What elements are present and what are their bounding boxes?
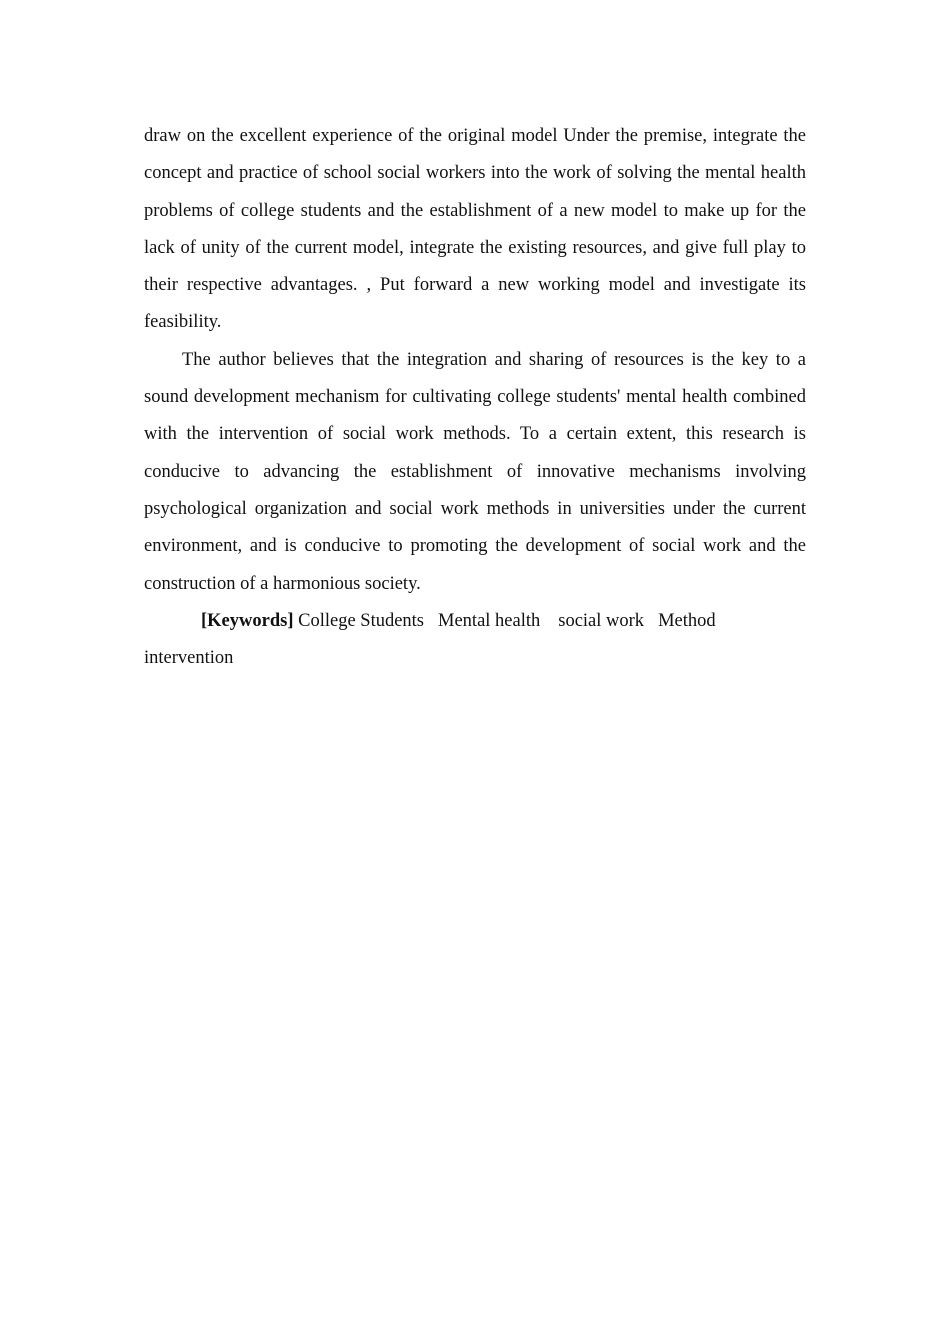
paragraph-continuation: draw on the excellent experience of the original model Under the premise, integrate the concept and practice of school social workers into the work of solving the mental health problems of college students and the establishment of a new model to make up for the lack of unity of the current model, integrate the existing resources, and give full play to their respective advantages. , Put forward a new working model and investigate its feasibility.: [144, 126, 806, 333]
keyword-item: Mental health: [438, 610, 541, 631]
keyword-item: College Students: [298, 610, 425, 631]
keywords-line: [144, 603, 806, 678]
keyword-item: Method intervention: [144, 610, 716, 669]
keywords-label: [Keywords]: [201, 610, 294, 631]
paragraph-author-view: The author believes that the integration and sharing of resources is the key to a sound development mechanism for cultivating college students' mental health combined with the intervention of social work methods. To a certain extent, this research is conducive to advancing the establishment of innovative mechanisms involving psychological organization and social work methods in universities under the current environment, and is conducive to promoting the development of social work and the construction of a harmonious society.: [144, 349, 806, 594]
document-body: [144, 118, 806, 677]
keyword-item: social work: [558, 610, 645, 631]
